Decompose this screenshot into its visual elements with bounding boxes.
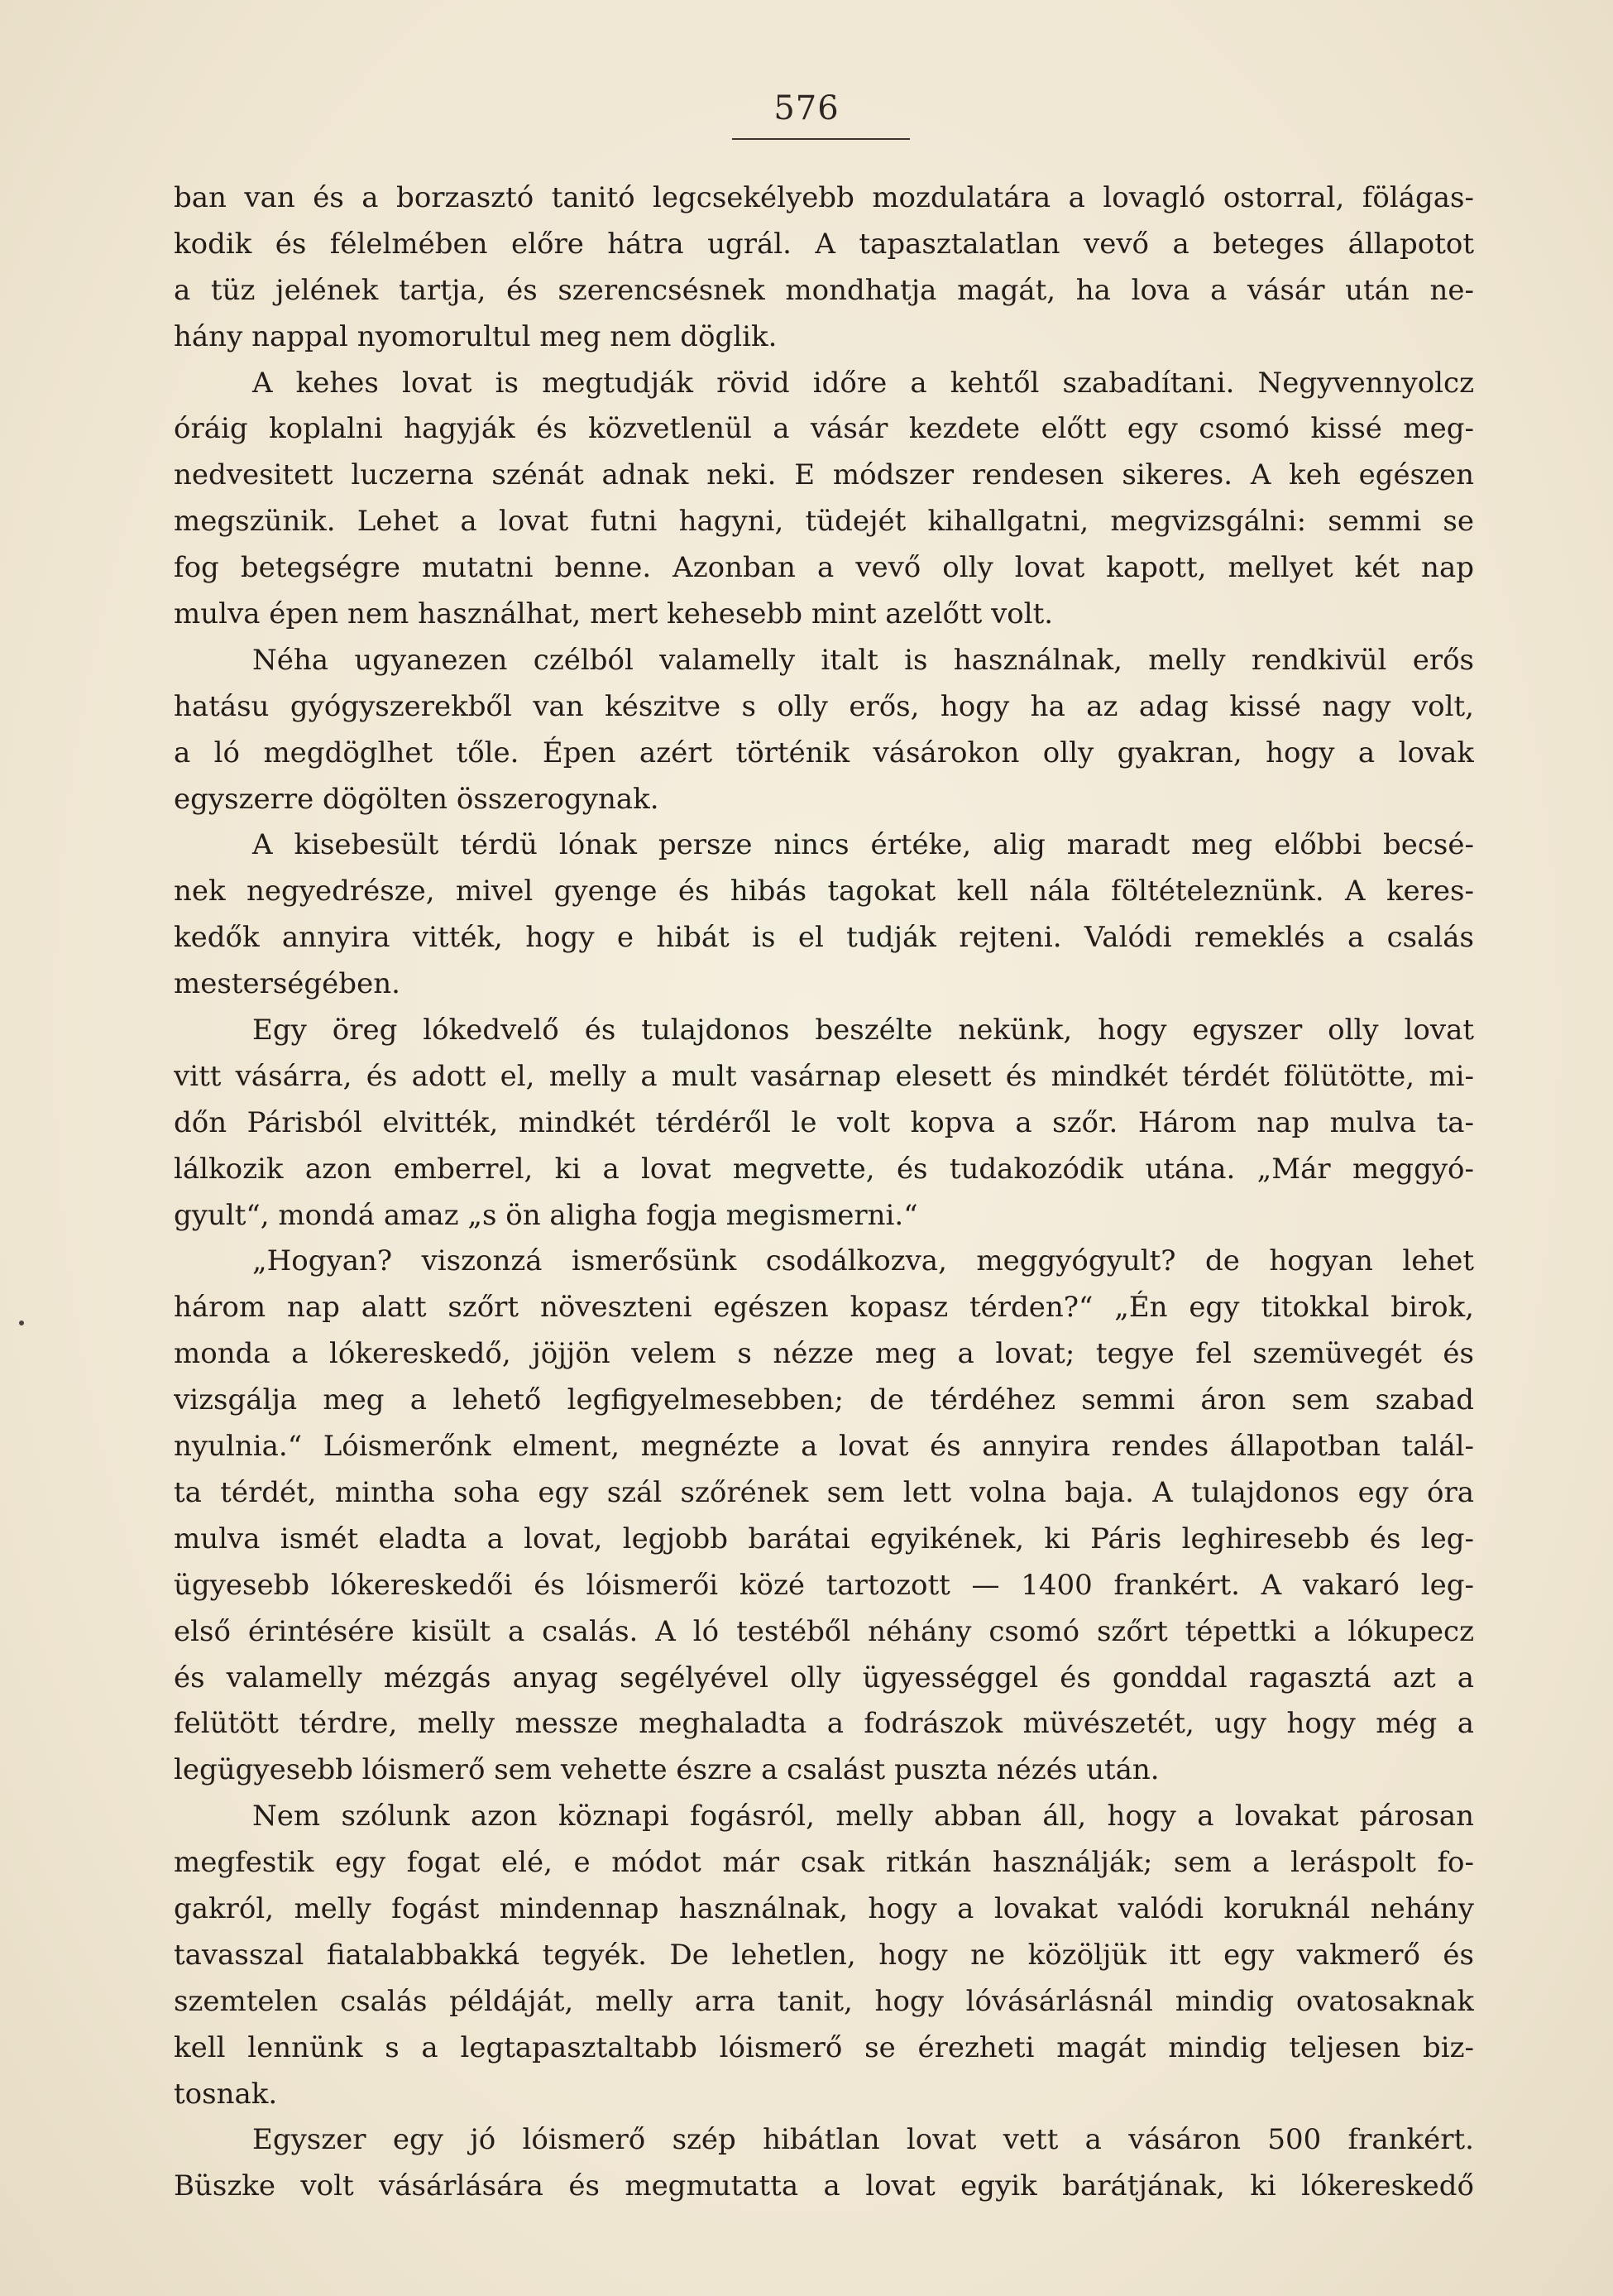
text-line: és valamelly mézgás anyag segélyével olly ügyességgel és gonddal ragasztá azt a xyxy=(174,1661,1474,1694)
text-line: első érintésére kisült a csalás. A ló testéből néhány csomó szőrt tépettki a lókupecz xyxy=(174,1614,1474,1648)
page-number-rule xyxy=(732,138,910,140)
text-line: legügyesebb lóismerő sem vehette észre a csalást puszta nézés után. xyxy=(174,1753,1160,1787)
text-line: három nap alatt szőrt növeszteni egészen kopasz térden?“ „Én egy titokkal birok, xyxy=(174,1291,1474,1325)
body-text xyxy=(174,175,1474,2210)
text-line: Büszke volt vásárlására és megmutatta a lovat egyik barátjának, ki lókereskedő xyxy=(174,2169,1474,2203)
text-line: Egyszer egy jó lóismerő szép hibátlan lovat vett a vásáron 500 frankért. xyxy=(252,2123,1474,2157)
text-line: lálkozik azon emberrel, ki a lovat megvette, és tudakozódik utána. „Már meggyó- xyxy=(174,1152,1474,1186)
text-line: óráig koplalni hagyják és közvetlenül a vásár kezdete előtt egy csomó kissé meg- xyxy=(174,412,1474,446)
text-line: Nem szólunk azon köznapi fogásról, melly abban áll, hogy a lovakat párosan xyxy=(252,1800,1474,1833)
text-line: szemtelen csalás példáját, melly arra tanit, hogy lóvásárlásnál mindig ovatosaknak xyxy=(174,1984,1474,2018)
text-line: nyulnia.“ Lóismerőnk elment, megnézte a lovat és annyira rendes állapotban talál- xyxy=(174,1430,1474,1464)
text-line: egyszerre dögölten összerogynak. xyxy=(174,782,659,816)
text-line: fog betegségre mutatni benne. Azonban a vevő olly lovat kapott, mellyet két nap xyxy=(174,551,1474,585)
text-line: vizsgálja meg a lehető legfigyelmesebben; de térdéhez semmi áron sem szabad xyxy=(174,1383,1474,1417)
text-line: vitt vásárra, és adott el, melly a mult vasárnap elesett és mindkét térdét fölütötte, mi- xyxy=(174,1059,1474,1093)
text-line: megszünik. Lehet a lovat futni hagyni, tüdejét kihallgatni, megvizsgálni: semmi se xyxy=(174,505,1474,539)
text-line: Néha ugyanezen czélból valamelly italt is használnak, melly rendkivül erős xyxy=(252,643,1474,677)
text-line: ta térdét, mintha soha egy szál szőrének sem lett volna baja. A tulajdonos egy óra xyxy=(174,1475,1474,1509)
text-line: a ló megdöglhet tőle. Épen azért történik vásárokon olly gyakran, hogy a lovak xyxy=(174,736,1474,769)
text-line: mesterségében. xyxy=(174,967,400,1001)
text-line: Egy öreg lókedvelő és tulajdonos beszélte nekünk, hogy egyszer olly lovat xyxy=(252,1014,1474,1047)
margin-ink-dot xyxy=(19,1321,24,1325)
text-line: kedők annyira vitték, hogy e hibát is el tudják rejteni. Valódi remeklés a csalás xyxy=(174,921,1474,955)
text-line: gakról, melly fogást mindennap használnak, hogy a lovakat valódi koruknál nehány xyxy=(174,1891,1474,1925)
text-line: dőn Párisból elvitték, mindkét térdéről le volt kopva a szőr. Három nap mulva ta- xyxy=(174,1105,1474,1139)
text-line: gyult“, mondá amaz „s ön aligha fogja megismerni.“ xyxy=(174,1198,918,1232)
page-number: 576 xyxy=(773,89,840,127)
text-line: kell lennünk s a legtapasztaltabb lóismerő se érezheti magát mindig teljesen biz- xyxy=(174,2030,1474,2064)
text-line: hány nappal nyomorultul meg nem döglik. xyxy=(174,319,778,353)
text-line: A kisebesült térdü lónak persze nincs értéke, alig maradt meg előbbi becsé- xyxy=(252,828,1474,862)
text-line: A kehes lovat is megtudják rövid időre a kehtől szabadítani. Negyvennyolcz xyxy=(252,366,1474,400)
text-line: ban van és a borzasztó tanitó legcsekélyebb mozdulatára a lovagló ostorral, fölágas- xyxy=(174,181,1474,214)
text-line: ügyesebb lókereskedői és lóismerői közé tartozott — 1400 frankért. A vakaró leg- xyxy=(174,1568,1474,1602)
text-line: a tüz jelének tartja, és szerencsésnek mondhatja magát, ha lova a vásár után ne- xyxy=(174,273,1474,307)
text-line: monda a lókereskedő, jöjjön velem s nézze meg a lovat; tegye fel szemüvegét és xyxy=(174,1337,1474,1371)
text-line: nedvesitett luczerna szénát adnak neki. E módszer rendesen sikeres. A keh egészen xyxy=(174,458,1474,492)
text-line: tosnak. xyxy=(174,2077,278,2111)
text-line: hatásu gyógyszerekből van készitve s olly erős, hogy ha az adag kissé nagy volt, xyxy=(174,689,1474,723)
text-line: mulva épen nem használhat, mert kehesebb mint azelőtt volt. xyxy=(174,597,1054,631)
text-line: „Hogyan? viszonzá ismerősünk csodálkozva, meggyógyult? de hogyan lehet xyxy=(252,1244,1474,1278)
text-line: mulva ismét eladta a lovat, legjobb barátai egyikének, ki Páris leghiresebb és leg- xyxy=(174,1522,1474,1555)
text-line: nek negyedrésze, mivel gyenge és hibás tagokat kell nála föltételeznünk. A keres- xyxy=(174,875,1474,908)
text-line: kodik és félelmében előre hátra ugrál. A tapasztalatlan vevő a beteges állapotot xyxy=(174,227,1474,261)
text-line: tavasszal fiatalabbakká tegyék. De lehetlen, hogy ne közöljük itt egy vakmerő és xyxy=(174,1938,1474,1972)
text-line: megfestik egy fogat elé, e módot már csak ritkán használják; sem a leráspolt fo- xyxy=(174,1846,1474,1880)
text-line: felütött térdre, melly messze meghaladta a fodrászok müvészetét, ugy hogy még a xyxy=(174,1707,1474,1741)
